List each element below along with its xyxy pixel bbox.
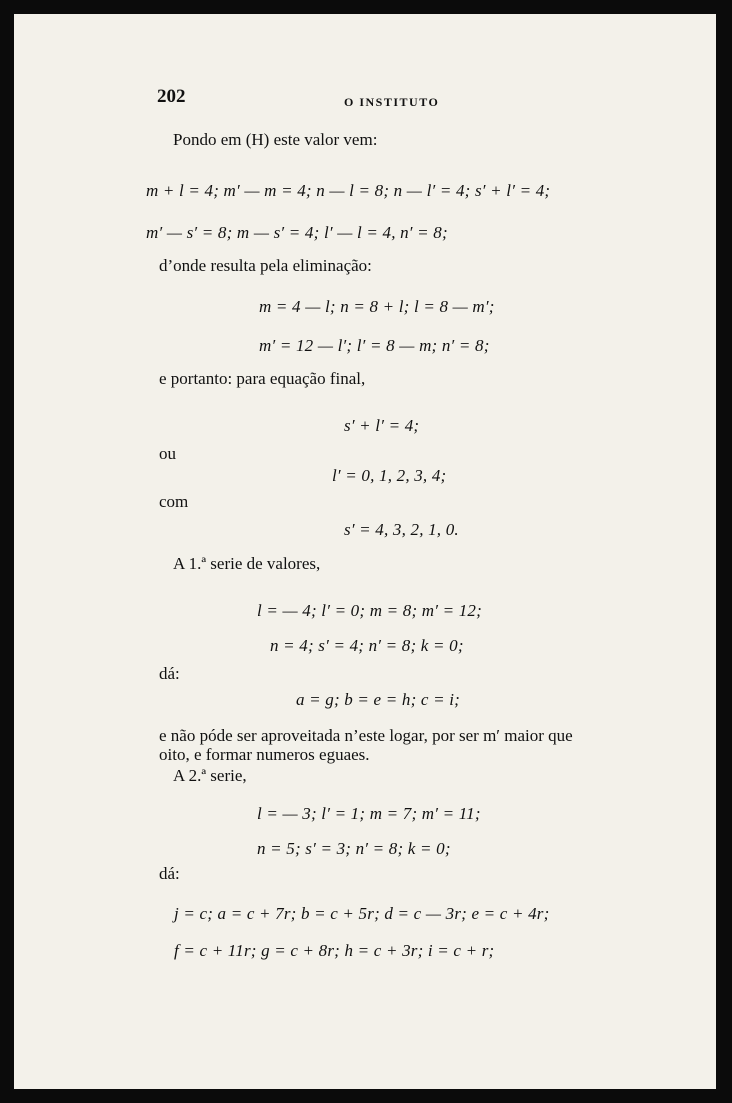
page-number: 202 [157,86,186,107]
book-page [14,14,716,1089]
equation-line-9: n = 4; s′ = 4; n′ = 8; k = 0; [270,636,464,655]
equation-line-12: n = 5; s′ = 3; n′ = 8; k = 0; [257,839,451,858]
equation-line-14: f = c + 11r; g = c + 8r; h = c + 3r; i = c + r; [174,941,495,960]
paragraph-serie-1: A 1.ª serie de valores, [173,554,321,573]
paragraph-serie-2: A 2.ª serie, [173,766,247,785]
paragraph-final: e portanto: para equação final, [159,369,366,388]
word-ou: ou [159,444,176,463]
equation-line-6: l′ = 0, 1, 2, 3, 4; [332,466,447,485]
equation-line-7: s′ = 4, 3, 2, 1, 0. [344,520,459,539]
paragraph-intro: Pondo em (H) este valor vem: [173,130,378,149]
running-title: O INSTITUTO [344,95,440,109]
paragraph-nao-line-2: oito, e formar numeros eguaes. [159,745,370,764]
equation-line-13: j = c; a = c + 7r; b = c + 5r; d = c — 3r; e = c + 4r; [174,904,550,923]
word-com: com [159,492,189,511]
equation-line-5: s′ + l′ = 4; [344,416,420,435]
equation-line-3: m = 4 — l; n = 8 + l; l = 8 — m′; [259,297,495,316]
equation-line-4: m′ = 12 — l′; l′ = 8 — m; n′ = 8; [259,336,490,355]
equation-line-8: l = — 4; l′ = 0; m = 8; m′ = 12; [257,601,482,620]
equation-line-2: m′ — s′ = 8; m — s′ = 4; l′ — l = 4, n′ = 8; [146,223,448,242]
equation-line-10: a = g; b = e = h; c = i; [296,690,460,709]
word-da-2: dá: [159,864,180,883]
equation-line-1: m + l = 4; m′ — m = 4; n — l = 8; n — l′ = 4; s′ + l′ = 4; [146,181,551,200]
paragraph-nao-line-1: e não póde ser aproveitada n’este logar, por ser m′ maior que [159,726,573,745]
word-da-1: dá: [159,664,180,683]
equation-line-11: l = — 3; l′ = 1; m = 7; m′ = 11; [257,804,481,823]
paragraph-elimination: d’onde resulta pela eliminação: [159,256,372,275]
